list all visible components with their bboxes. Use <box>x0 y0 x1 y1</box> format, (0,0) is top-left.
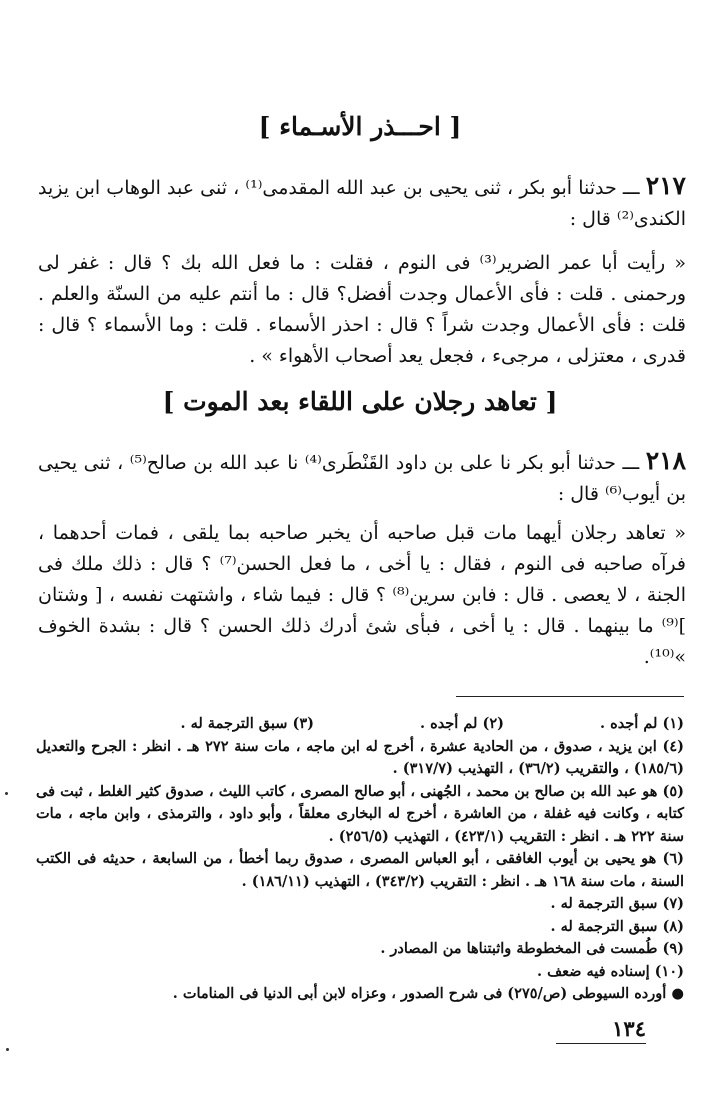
hadith-217-matn: « رأيت أبا عمر الضرير⁽³⁾ فى النوم ، فقلت : ما فعل الله بك ؟ قال : غفر لى ورحمنى . قلت : فأى الأعمال وجدت أفضل؟ قال : ما أنتم عليه من السنّة والعلم . قلت : فأى الأعمال وجدت شراً ؟ قال : احذر الأسماء . قلت : وما الأسماء ؟ قال : قدرى ، معتزلى ، مرجىء ، فجعل يعد أصحاب الأهواء » . <box>38 252 686 367</box>
footnote-8: (٨) سبق الترجمة له . <box>550 917 684 935</box>
hadith-217-isnad <box>38 170 686 235</box>
hadith-218-isnad <box>38 445 686 510</box>
footnote-1: (١) لم أجده . <box>600 715 684 732</box>
footnote-2: (٢) لم أجده . <box>420 715 504 732</box>
hadith-217-number: ٢١٧ <box>645 171 686 200</box>
margin-speck <box>6 1048 9 1051</box>
footnote-4: (٤) ابن يزيد ، صدوق ، من الحادية عشرة ، أخرج له ابن ماجه ، مات سنة ٢٧٢ هـ . انظر : الجرح والتعديل (١٨٥/٦) ، والتقريب (٣٦/٢) ، التهذيب (٣١٧/٧) . <box>36 737 684 777</box>
hadith-218-isnad-text: حدثنا أبو بكر نا على بن داود القَنْطَرى⁽⁴⁾ نا عبد الله بن صالح⁽⁵⁾ ، ثنى يحيى بن أيوب⁽⁶⁾ قال : <box>38 452 686 505</box>
footnote-divider <box>456 696 684 697</box>
margin-speck <box>5 792 8 795</box>
section-heading-beware-names: [ احـــذر الأسـماء ] <box>258 112 462 141</box>
hadith-218-matn: « تعاهد رجلان أيهما مات قبل صاحبه أن يخبر صاحبه بما يلقى ، فمات أحدهما ، فرآه صاحبه فى النوم ، فقال : يا أخى ، ما فعل الحسن⁽⁷⁾ ؟ قال : ذلك ملك فى الجنة ، لا يعصى . قال : فابن سرين⁽⁸⁾ ؟ قال : فيما شاء ، واشتهت نفسه ، [ وشتان ]⁽⁹⁾ ما بينهما . قال : يا أخى ، فبأى شئ أدرك ذلك الحسن ؟ قال : بشدة الخوف »⁽¹⁰⁾. <box>38 522 686 668</box>
footnote-10: (١٠) إسناده فيه ضعف . <box>537 962 684 980</box>
footnote-3: (٣) سبق الترجمة له . <box>180 715 314 732</box>
footnote-5: (٥) هو عبد الله بن صالح بن محمد ، الجُهنى ، أبو صالح المصرى ، كاتب الليث ، صدوق كثير الغلط ، ثبت فى كتابه ، وكانت فيه غفلة ، من العاشرة ، أخرج له البخارى معلقاً ، وأبو داود ، والترمذى ، وابن ماجه ، مات سنة ٢٢٢ هـ . انظر : التقريب (٤٢٣/١) ، التهذيب (٢٥٦/٥) . <box>36 782 684 845</box>
footnote-row-1-3 <box>36 713 684 736</box>
section-heading-covenant-meeting: [ تعاهد رجلان على اللقاء بعد الموت ] <box>162 387 558 416</box>
hadith-217-isnad-text: حدثنا أبو بكر ، ثنى يحيى بن عبد الله المقدمى⁽¹⁾ ، ثنى عبد الوهاب ابن يزيد الكندى⁽²⁾ قال : <box>38 177 686 230</box>
hadith-218-dash: ـــ <box>622 452 640 474</box>
footnote-source-note: ● أورده السيوطى (ص/٢٧٥) فى شرح الصدور ، وعزاه لابن أبى الدنيا فى المنامات . <box>172 985 684 1002</box>
hadith-217-dash: ـــ <box>622 177 640 199</box>
footnotes-block <box>36 713 684 1006</box>
footnote-9: (٩) طُمست فى المخطوطة واثبتناها من المصادر . <box>380 940 684 957</box>
footnote-6: (٦) هو يحيى بن أيوب الغافقى ، أبو العباس المصرى ، صدوق ربما أخطأ ، من السابعة ، حديثه فى الكتب السنة ، مات سنة ١٦٨ هـ . انظر : التقريب (٣٤٣/٢) ، التهذيب (١٨٦/١١) . <box>36 850 684 890</box>
footnote-7: (٧) سبق الترجمة له . <box>550 895 684 912</box>
page-number: ١٣٤ <box>556 1016 646 1044</box>
hadith-218-number: ٢١٨ <box>645 446 687 475</box>
